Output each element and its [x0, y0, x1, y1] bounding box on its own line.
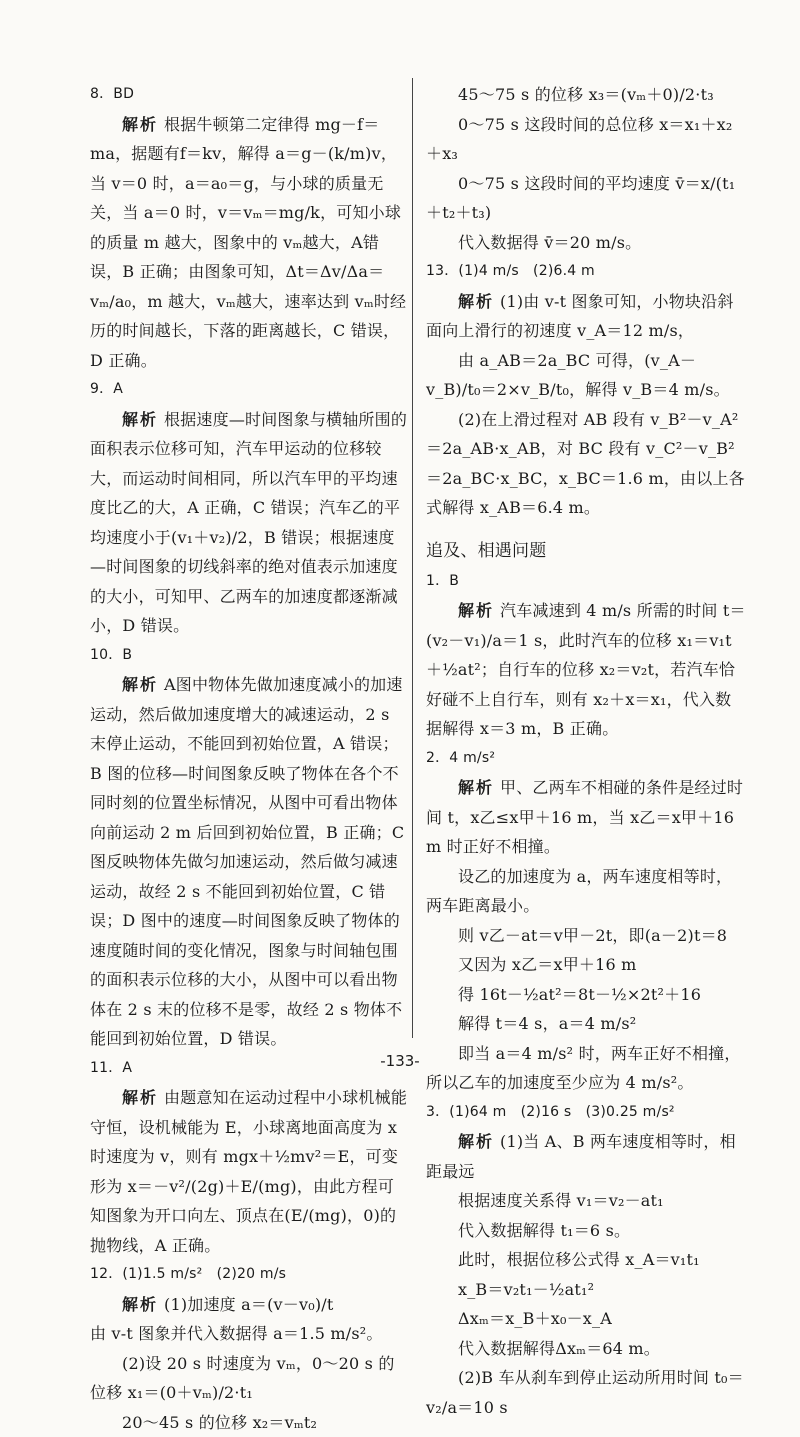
analysis-text: 汽车减速到 4 m/s 所需的时间 t＝(v₂－v₁)/a＝1 s，此时汽车的位移 x₁＝v₁t＋½at²；自行车的位移 x₂＝v₂t，若汽车恰好碰不上自行车，则有 x₂＋x＝x₁，代入数据解得 x＝3 m，B 正确。: [426, 601, 746, 738]
text-line: 得 16t－½at²＝8t－½×2t²＋16: [426, 980, 746, 1010]
analysis-label: 解析: [458, 292, 494, 311]
answer-text: 9．A: [90, 381, 123, 397]
analysis-text: 由题意知在运动过程中小球机械能守恒，设机械能为 E，小球离地面高度为 x 时速度为 v，则有 mgx＋½mv²＝E，可变形为 x＝－v²/(2g)＋E/(mg)，由此方程可知图象为开口向左、顶点在(E/(mg)，0)的抛物线，A 正确。: [90, 1088, 407, 1255]
text-line: 根据速度关系得 v₁＝v₂－at₁: [426, 1186, 746, 1216]
text-line: 由 v-t 图象并代入数据得 a＝1.5 m/s²。: [90, 1319, 410, 1349]
analysis-label: 解析: [122, 675, 158, 694]
analysis-paragraph: [90, 405, 410, 641]
analysis-paragraph: [426, 287, 746, 346]
text-line: Δxₘ＝x_B＋x₀－x_A: [426, 1304, 746, 1334]
analysis-text: (1)当 A、B 两车速度相等时，相距最远: [426, 1132, 736, 1181]
section-title: 追及、相遇问题: [426, 535, 746, 567]
text-line: 设乙的加速度为 a，两车速度相等时，两车距离最小。: [426, 862, 746, 921]
analysis-text: 根据速度—时间图象与横轴所围的面积表示位移可知，汽车甲运动的位移较大，而运动时间相同，所以汽车甲的平均速度比乙的大，A 正确，C 错误；汽车乙的平均速度小于(v₁＋v₂)/2，B 错误；根据速度—时间图象的切线斜率的绝对值表示加速度的大小，可知甲、乙两车的加速度都逐渐减小，D 错误。: [90, 410, 407, 636]
text-line: x_B＝v₂t₁－½at₁²: [426, 1275, 746, 1305]
analysis-paragraph: [90, 1083, 410, 1260]
text-line: 代入数据解得 t₁＝6 s。: [426, 1216, 746, 1246]
analysis-label: 解析: [458, 601, 494, 620]
answer-text: 10．B: [90, 647, 132, 663]
text-line: 即当 a＝4 m/s² 时，两车正好不相撞，所以乙车的加速度至少应为 4 m/s²。: [426, 1039, 746, 1098]
text-line: 代入数据解得Δxₘ＝64 m。: [426, 1334, 746, 1364]
text-line: 20～45 s 的位移 x₂＝vₘt₂: [90, 1408, 410, 1437]
text-line: 又因为 x乙＝x甲＋16 m: [426, 950, 746, 980]
text-line: (2)设 20 s 时速度为 vₘ，0～20 s 的位移 x₁＝(0＋vₘ)/2·t₁: [90, 1349, 410, 1408]
right-column: [426, 80, 746, 1422]
analysis-label: 解析: [458, 1132, 494, 1151]
answer-text: 13．(1)4 m/s (2)6.4 m: [426, 263, 595, 279]
analysis-text: A图中物体先做加速度减小的加速运动，然后做加速度增大的减速运动，2 s 末停止运动，不能回到初始位置，A 错误；B 图的位移—时间图象反映了物体在各个不同时刻的位置坐标情况，从图中可看出物体向前运动 2 m 后回到初始位置，B 正确；C 图反映物体先做匀加速运动，然后做匀减速运动，故经 2 s 不能回到初始位置，C 错误；D 图中的速度—时间图象反映了物体的速度随时间的变化情况，图象与时间轴包围的面积表示位移的大小，从图中可以看出物体在 2 s 末的位移不是零，故经 2 s 物体不能回到初始位置，D 错误。: [90, 675, 404, 1048]
text-line: 则 v乙－at＝v甲－2t，即(a－2)t＝8: [426, 921, 746, 951]
analysis-text: (1)由 v-t 图象可知，小物块沿斜面向上滑行的初速度 v_A＝12 m/s，: [426, 292, 734, 341]
text-line: 由 a_AB＝2a_BC 可得，(v_A－v_B)/t₀＝2×v_B/t₀，解得 v_B＝4 m/s。: [426, 346, 746, 405]
analysis-text: 甲、乙两车不相碰的条件是经过时间 t，x乙≤x甲＋16 m，当 x乙＝x甲＋16 m 时正好不相撞。: [426, 778, 743, 856]
answer-number: [90, 641, 410, 671]
analysis-paragraph: [90, 670, 410, 1054]
analysis-paragraph: [426, 596, 746, 744]
answer-text: 12．(1)1.5 m/s² (2)20 m/s: [90, 1266, 286, 1282]
analysis-label: 解析: [122, 1088, 158, 1107]
text-line: (2)在上滑过程对 AB 段有 v_B²－v_A²＝2a_AB·x_AB，对 BC 段有 v_C²－v_B²＝2a_BC·x_BC，x_BC＝1.6 m，由以上各式解得 x_AB＝6.4 m。: [426, 405, 746, 523]
left-column: [90, 80, 410, 1437]
answer-text: 8．BD: [90, 86, 134, 102]
text-line: 45～75 s 的位移 x₃＝(vₘ＋0)/2·t₃: [426, 80, 746, 110]
answer-text: 1．B: [426, 573, 459, 589]
text-line: 代入数据得 v̄＝20 m/s。: [426, 228, 746, 258]
analysis-paragraph: [90, 1290, 410, 1320]
analysis-label: 解析: [122, 410, 158, 429]
analysis-label: 解析: [122, 1295, 158, 1314]
answer-number: [90, 80, 410, 110]
answer-number: [426, 744, 746, 774]
analysis-label: 解析: [458, 778, 494, 797]
text-line: (2)B 车从刹车到停止运动所用时间 t₀＝v₂/a＝10 s: [426, 1363, 746, 1422]
text-line: 此时，根据位移公式得 x_A＝v₁t₁: [426, 1245, 746, 1275]
answer-number: [426, 567, 746, 597]
text-line: 0～75 s 这段时间的总位移 x＝x₁＋x₂＋x₃: [426, 110, 746, 169]
answer-number: [426, 257, 746, 287]
analysis-label: 解析: [122, 115, 158, 134]
page-number: -133-: [0, 1052, 800, 1070]
analysis-paragraph: [426, 1127, 746, 1186]
answer-text: 2．4 m/s²: [426, 750, 495, 766]
analysis-paragraph: [426, 773, 746, 862]
answer-number: [90, 375, 410, 405]
analysis-paragraph: [90, 110, 410, 376]
answer-text: 11．A: [90, 1060, 132, 1076]
answer-number: [90, 1260, 410, 1290]
answer-number: [426, 1098, 746, 1128]
answer-text: 3．(1)64 m (2)16 s (3)0.25 m/s²: [426, 1104, 675, 1120]
text-line: 0～75 s 这段时间的平均速度 v̄＝x/(t₁＋t₂＋t₃): [426, 169, 746, 228]
analysis-text: 根据牛顿第二定律得 mg－f＝ma，据题有f＝kv，解得 a＝g－(k/m)v，当 v＝0 时，a＝a₀＝g，与小球的质量无关，当 a＝0 时，v＝vₘ＝mg/k，可知小球的质量 m 越大，图象中的 vₘ越大，A错误，B 正确；由图象可知，Δt＝Δv/Δa＝vₘ/a₀，m 越大，vₘ越大，速率达到 vₘ时经历的时间越长，下落的距离越长，C 错误，D 正确。: [90, 115, 406, 370]
text-line: 解得 t＝4 s，a＝4 m/s²: [426, 1009, 746, 1039]
column-divider: [412, 78, 413, 1038]
analysis-text: (1)加速度 a＝(v－v₀)/t: [164, 1295, 334, 1314]
